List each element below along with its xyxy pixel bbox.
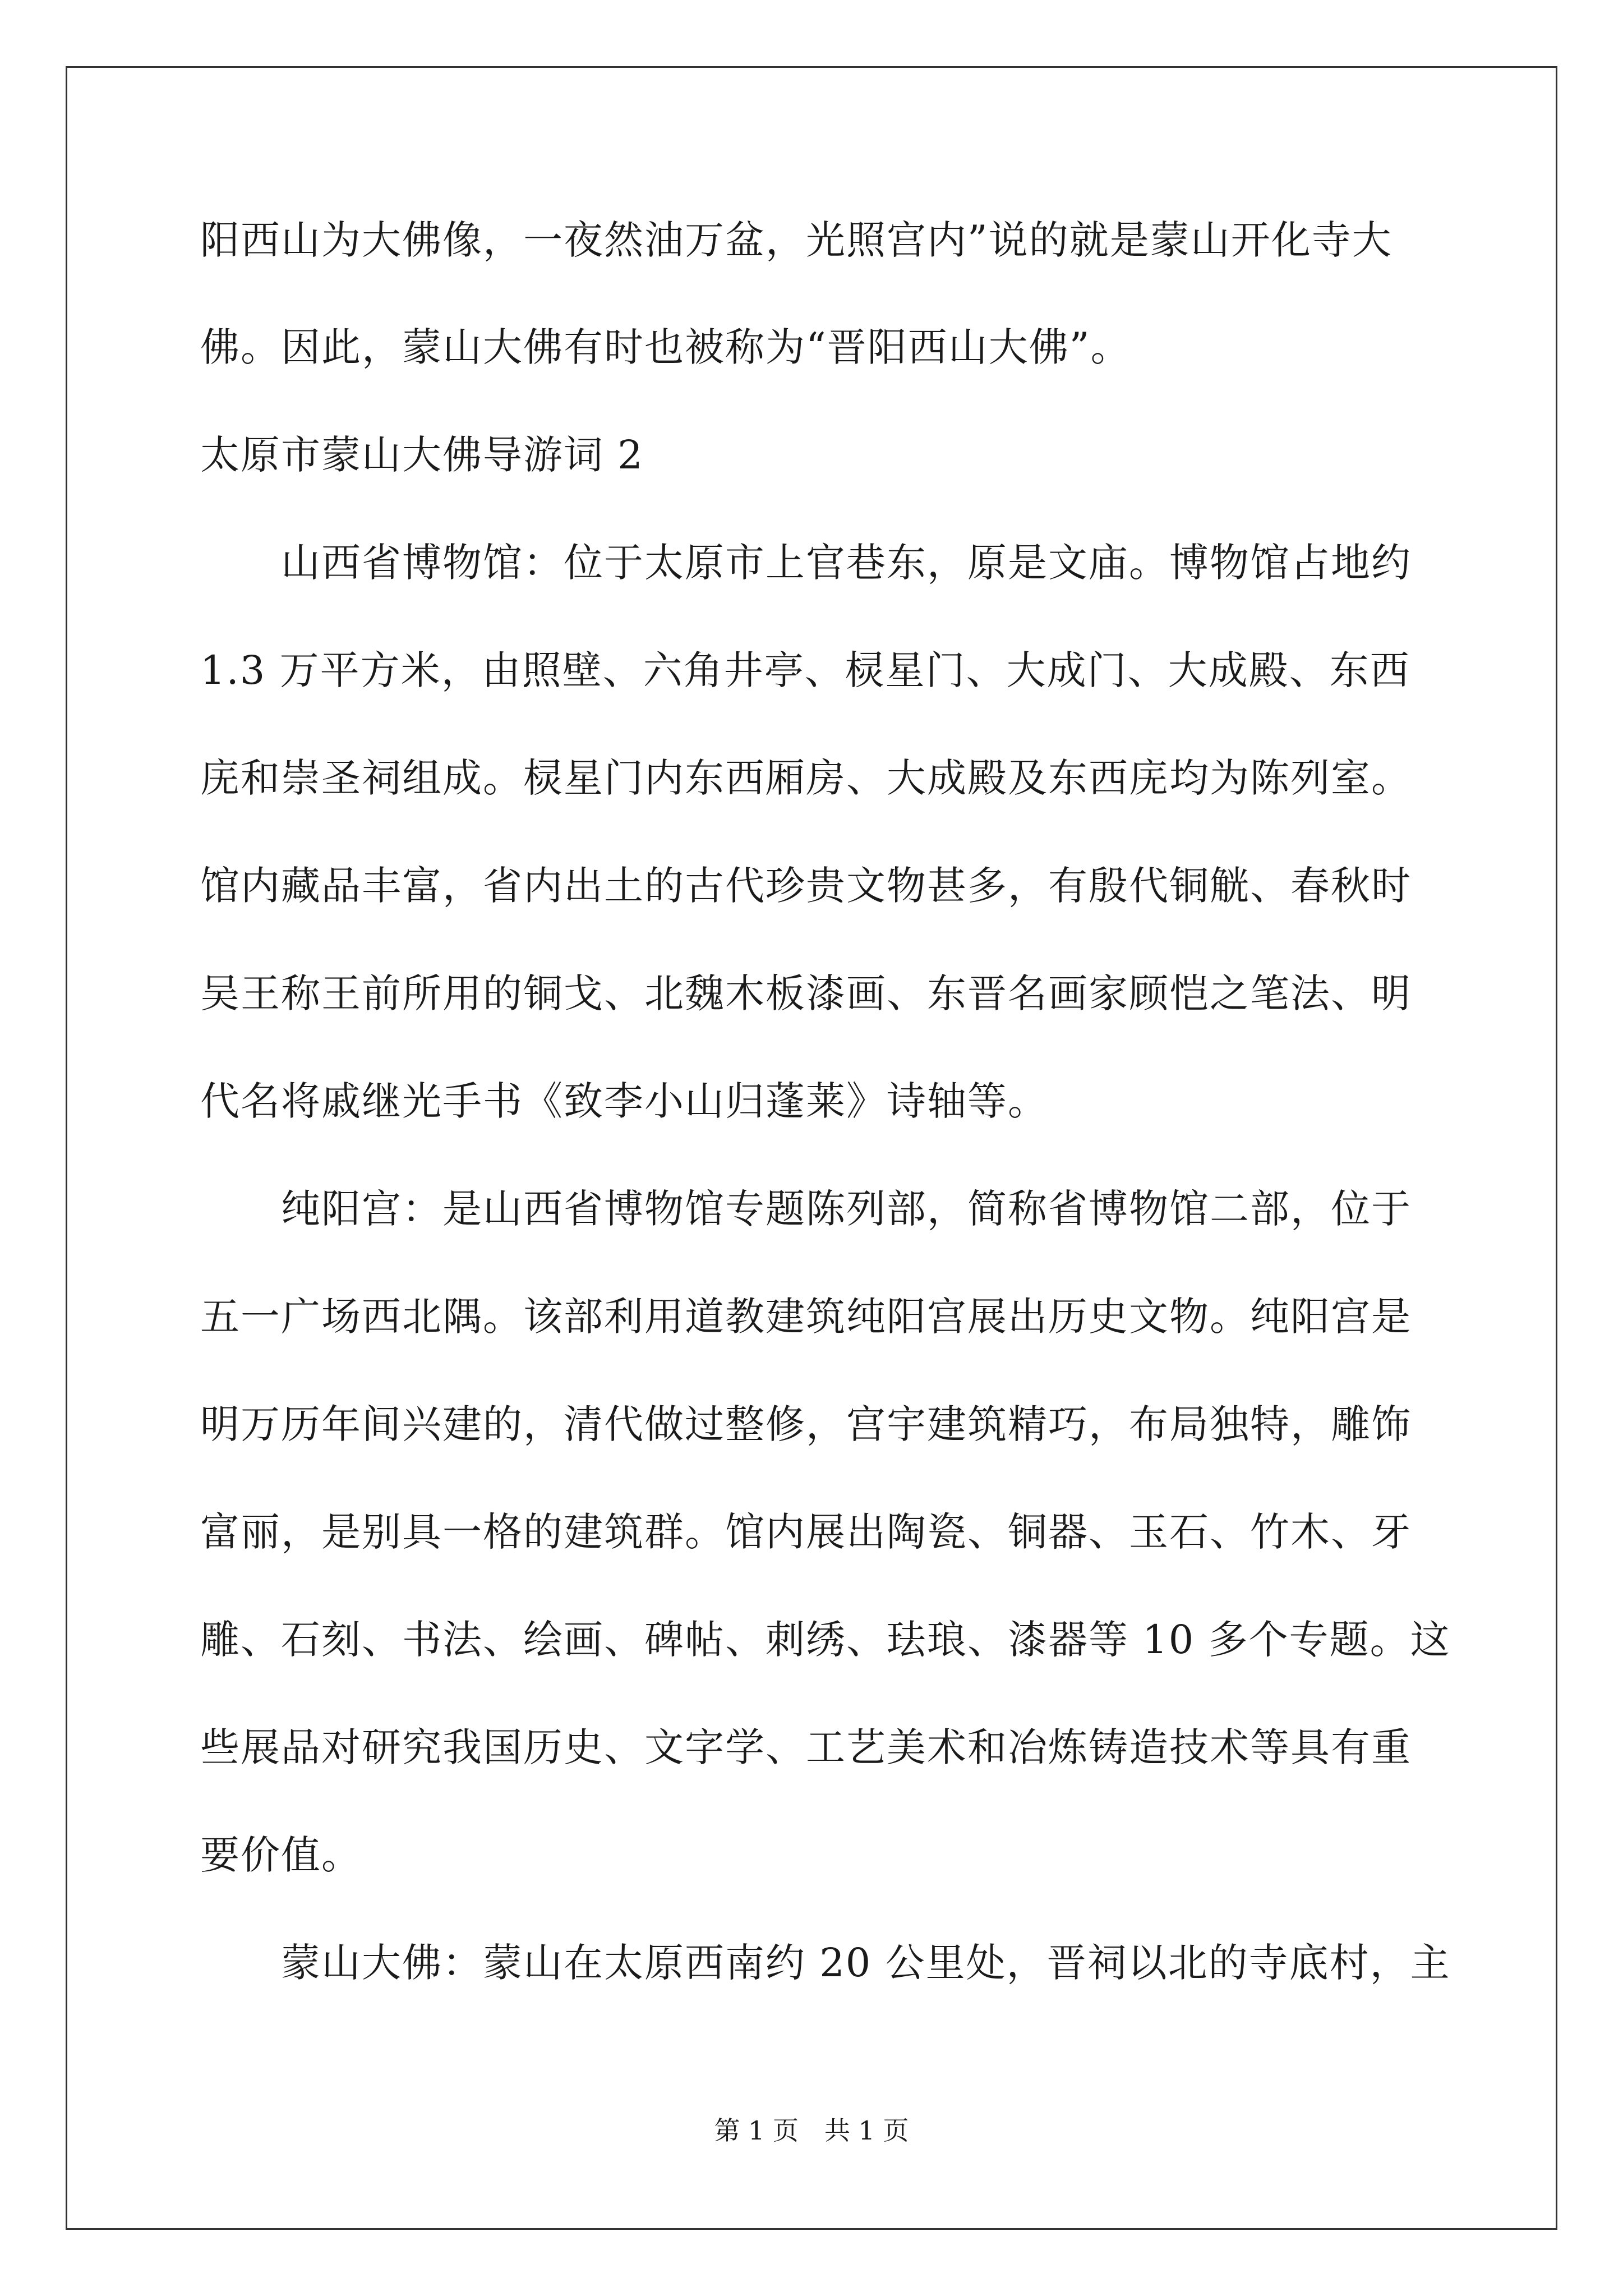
text-line: 要价值。 xyxy=(200,1832,362,1878)
text-line: 馆内藏品丰富，省内出土的古代珍贵文物甚多，有殷代铜觥、春秋时 xyxy=(200,863,1412,909)
text-line: 吴王称王前所用的铜戈、北魏木板漆画、东晋名画家顾恺之笔法、明 xyxy=(200,970,1412,1016)
text-line: 明万历年间兴建的，清代做过整修，宫宇建筑精巧，布局独特，雕饰 xyxy=(200,1401,1412,1447)
text-line: 佛。因此，蒙山大佛有时也被称为“晋阳西山大佛”。 xyxy=(200,324,1131,370)
text-line: 蒙山大佛：蒙山在太原西南约 20 公里处，晋祠以北的寺底村，主 xyxy=(200,1940,1451,1986)
text-line: 阳西山为大佛像，一夜然油万盆，光照宫内”说的就是蒙山开化寺大 xyxy=(200,217,1393,263)
page-border xyxy=(66,66,1557,2230)
text-line: 富丽，是别具一格的建筑群。馆内展出陶瓷、铜器、玉石、竹木、牙 xyxy=(200,1509,1412,1555)
text-line: 些展品对研究我国历史、文字学、工艺美术和冶炼铸造技术等具有重 xyxy=(200,1724,1412,1770)
text-line: 五一广场西北隅。该部利用道教建筑纯阳宫展出历史文物。纯阳宫是 xyxy=(200,1294,1412,1340)
text-line: 代名将戚继光手书《致李小山归蓬莱》诗轴等。 xyxy=(200,1078,1048,1124)
page-number-footer: 第 1 页 共 1 页 xyxy=(714,2115,909,2146)
text-line: 山西省博物馆：位于太原市上官巷东，原是文庙。博物馆占地约 xyxy=(200,540,1412,586)
text-line: 纯阳宫：是山西省博物馆专题陈列部，简称省博物馆二部，位于 xyxy=(200,1186,1412,1232)
text-line: 庑和崇圣祠组成。棂星门内东西厢房、大成殿及东西庑均为陈列室。 xyxy=(200,755,1412,801)
text-line: 1.3 万平方米，由照壁、六角井亭、棂星门、大成门、大成殿、东西 xyxy=(200,647,1410,693)
text-line: 雕、石刻、书法、绘画、碑帖、刺绣、珐琅、漆器等 10 多个专题。这 xyxy=(200,1617,1451,1663)
section-heading: 太原市蒙山大佛导游词 2 xyxy=(200,432,644,478)
